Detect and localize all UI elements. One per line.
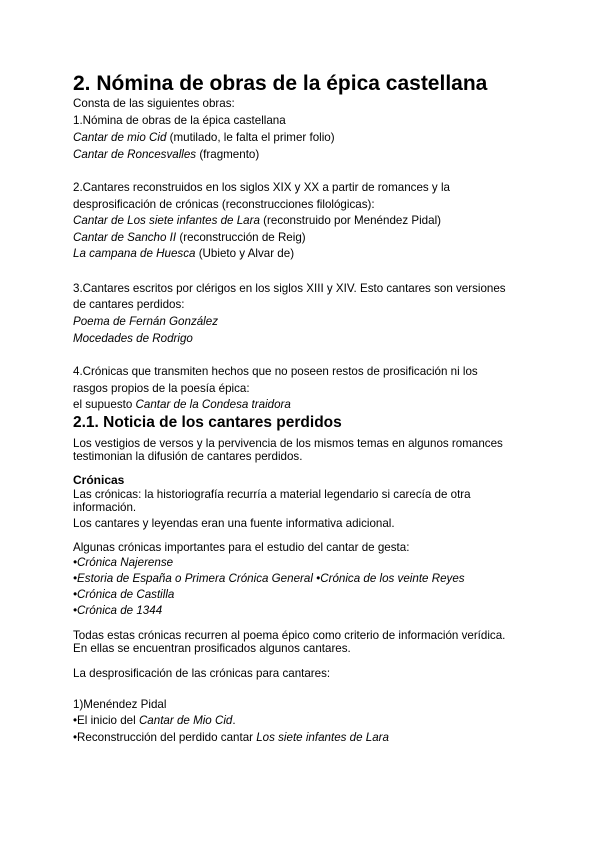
bullet-line bbox=[73, 713, 236, 729]
paragraph-line: testimonian la difusión de cantares perdidos. bbox=[73, 450, 303, 463]
work-title: Mocedades de Rodrigo bbox=[73, 332, 193, 345]
list-item: •Crónica de 1344 bbox=[73, 604, 163, 617]
paragraph-line: Los cantares y leyendas eran una fuente informativa adicional. bbox=[73, 517, 395, 530]
paragraph-line: La desprosificación de las crónicas para cantares: bbox=[73, 667, 331, 680]
page-title: 2. Nómina de obras de la épica castellana bbox=[73, 72, 488, 95]
paragraph-line: Los vestigios de versos y la pervivencia de los mismos temas en algunos romances bbox=[73, 437, 503, 450]
bullet-prefix: •El inicio del bbox=[73, 714, 139, 727]
work-title: Cantar de mio Cid bbox=[73, 131, 167, 144]
work-note: (reconstruido por Menéndez Pidal) bbox=[259, 214, 442, 227]
intro-text: Consta de las siguientes obras: bbox=[73, 97, 235, 110]
bullet-suffix: . bbox=[232, 714, 236, 727]
section3-line2: de cantares perdidos: bbox=[73, 298, 185, 311]
list-item: •Crónica Najerense bbox=[73, 556, 174, 569]
work-title: Cantar de Roncesvalles bbox=[73, 148, 197, 161]
work-prefix: el supuesto bbox=[73, 398, 136, 411]
work-title: Cantar de Los siete infantes de Lara bbox=[73, 214, 260, 227]
section4-line2: rasgos propios de la poesía épica: bbox=[73, 382, 250, 395]
work-line bbox=[73, 246, 294, 262]
work-title: Poema de Fernán González bbox=[73, 315, 219, 328]
list-item-row bbox=[73, 571, 465, 587]
paragraph-line: Las crónicas: la historiografía recurría a material legendario si carecía de otra bbox=[73, 488, 471, 501]
work-title: La campana de Huesca bbox=[73, 247, 196, 260]
work-note: (mutilado, le falta el primer folio) bbox=[166, 131, 335, 144]
work-line bbox=[73, 147, 259, 163]
paragraph-line: información. bbox=[73, 501, 137, 514]
work-note: (reconstrucción de Reig) bbox=[176, 231, 306, 244]
work-note: (Ubieto y Alvar de) bbox=[195, 247, 295, 260]
list-item: •Estoria de España o Primera Crónica General bbox=[73, 572, 313, 585]
work-line bbox=[73, 397, 291, 413]
work-title: Cantar de Mio Cid bbox=[138, 714, 233, 727]
section2-line1: 2.Cantares reconstruidos en los siglos XIX y XX a partir de romances y la bbox=[73, 181, 450, 194]
list-intro: Algunas crónicas importantes para el estudio del cantar de gesta: bbox=[73, 541, 410, 554]
list-item: •Crónica de Castilla bbox=[73, 588, 175, 601]
work-line bbox=[73, 230, 306, 246]
work-note: (fragmento) bbox=[196, 148, 260, 161]
work-line bbox=[73, 130, 335, 146]
bullet-line bbox=[73, 730, 389, 746]
section1-heading: 1.Nómina de obras de la épica castellana bbox=[73, 114, 286, 127]
cronicas-heading: Crónicas bbox=[73, 473, 125, 487]
work-title: Cantar de la Condesa traidora bbox=[135, 398, 291, 411]
work-title: Cantar de Sancho II bbox=[73, 231, 177, 244]
section3-line1: 3.Cantares escritos por clérigos en los siglos XIII y XIV. Esto cantares son versiones bbox=[73, 282, 506, 295]
bullet-prefix: •Reconstrucción del perdido cantar bbox=[73, 731, 257, 744]
section2-line2: desprosificación de crónicas (reconstrucciones filológicas): bbox=[73, 198, 375, 211]
paragraph-line: Todas estas crónicas recurren al poema épico como criterio de información verídica. bbox=[73, 629, 506, 642]
author-label: 1)Menéndez Pidal bbox=[73, 698, 167, 711]
work-title: Los siete infantes de Lara bbox=[256, 731, 389, 744]
work-line bbox=[73, 213, 441, 229]
list-item: •Crónica de los veinte Reyes bbox=[316, 572, 465, 585]
section-subtitle: 2.1. Noticia de los cantares perdidos bbox=[73, 414, 342, 431]
section4-line1: 4.Crónicas que transmiten hechos que no poseen restos de prosificación ni los bbox=[73, 365, 478, 378]
paragraph-line: En ellas se encuentran prosificados algunos cantares. bbox=[73, 642, 351, 655]
